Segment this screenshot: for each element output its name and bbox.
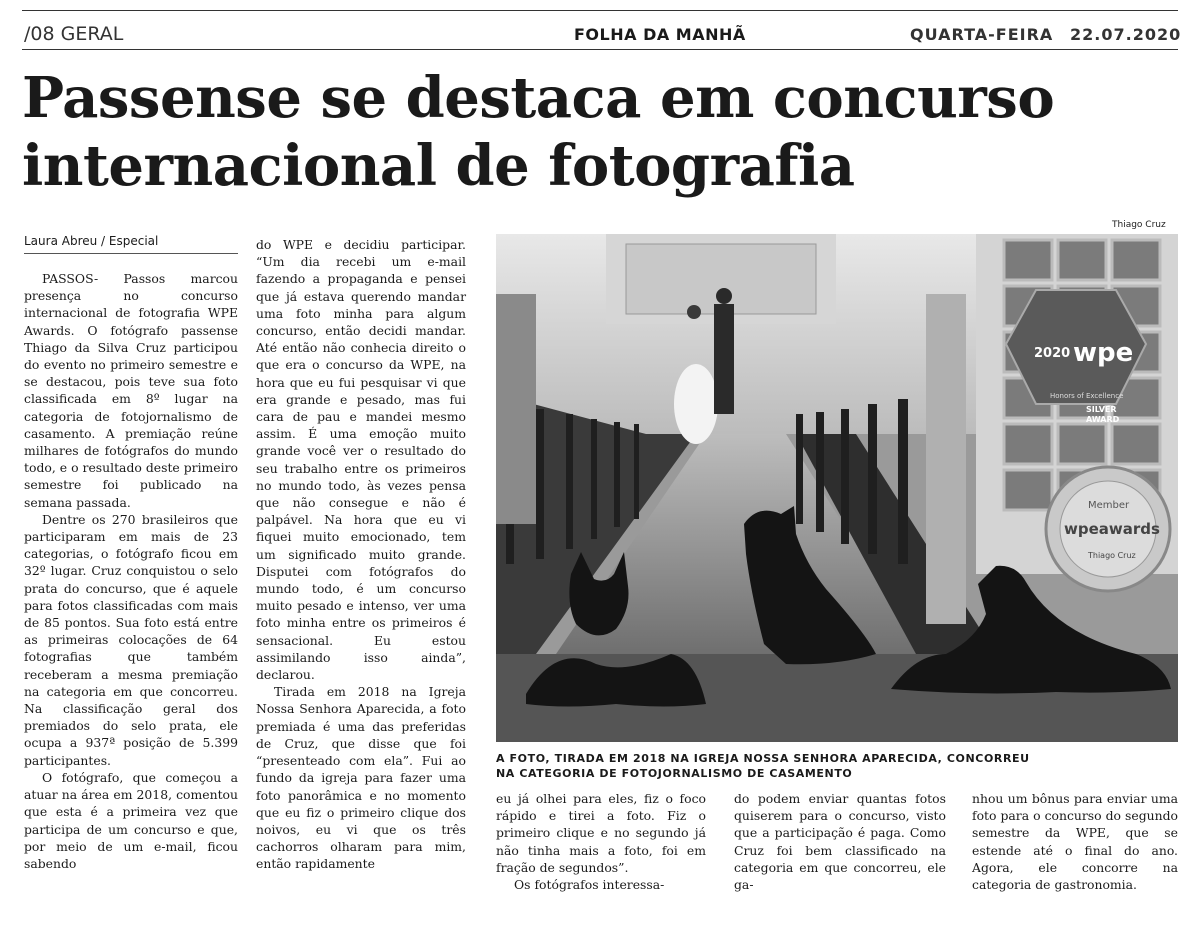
- photo-credit: Thiago Cruz: [1112, 220, 1166, 230]
- badge-honors: Honors of Excellence: [1050, 392, 1124, 400]
- seal-member: Member: [1088, 500, 1130, 511]
- headline-line-1: Passense se destaca em concurso: [22, 65, 1055, 131]
- headline: [22, 64, 1182, 200]
- seal-brand: wpeawards: [1064, 520, 1160, 538]
- article-column-5: [972, 790, 1178, 893]
- weekday: QUARTA-FEIRA: [910, 25, 1054, 44]
- caption-line-2: NA CATEGORIA DE FOTOJORNALISMO DE CASAMENTO: [496, 767, 853, 780]
- badge-year: 2020: [1034, 346, 1071, 361]
- caption-line-1: A FOTO, TIRADA EM 2018 NA IGREJA NOSSA SENHORA APARECIDA, CONCORREU: [496, 752, 1030, 765]
- page-header: [22, 10, 1182, 50]
- paragraph: PASSOS- Passos marcou presença no concurso internacional de fotografia WPE Awards. O fotógrafo passense Thiago da Silva Cruz participou do evento no primeiro semestre e se destacou, pois teve sua foto classificada em 8º lugar na categoria de fotojornalismo de casamento. A premiação reúne milhares de fotógrafos do mundo todo, e o resultado deste primeiro semestre foi publicado na semana passada.: [24, 271, 238, 510]
- photo-caption: [496, 751, 1178, 781]
- paragraph: eu já olhei para eles, fiz o foco rápido e tirei a foto. Fiz o primeiro clique e no segundo já não tinha mais a foto, foi em fração de segundos”.: [496, 791, 706, 875]
- paragraph: Dentre os 270 brasileiros que participaram em mais de 23 categorias, o fotógrafo ficou em 32º lugar. Cruz conquistou o selo prata do concurso, que é aquele para fotos classificadas com mais de 85 pontos. Sua foto está entre as primeiras colocações de 64 fotografias que também receberam a mesma premiação na categoria em que concorreu. Na classificação geral dos premiados do selo prata, ele ocupa a 937ª posição de 5.399 participantes.: [24, 511, 238, 768]
- paragraph: do podem enviar quantas fotos quiserem para o concurso, visto que a participação é paga. Como Cruz foi bem classificado na categoria em que concorreu, ele ga-: [734, 791, 946, 893]
- badge-award-1: SILVER: [1086, 405, 1117, 414]
- badge-award-2: AWARD: [1086, 415, 1120, 424]
- seal-name: Thiago Cruz: [1088, 551, 1136, 560]
- article-column-3: [496, 790, 706, 893]
- wpe-member-seal: [1046, 467, 1170, 591]
- byline: Laura Abreu / Especial: [24, 234, 238, 254]
- article-column-4: [734, 790, 946, 893]
- paragraph: do WPE e decidiu participar. “Um dia recebi um e-mail fazendo a propaganda e pensei que já estava querendo mandar uma foto minha para algum concurso, então decidi mandar. Até então não conhecia direito o que era o concurso da WPE, na hora que eu fui pesquisar vi que era grande e pesado, mas fui cara de pau e mandei mesmo assim. É uma emoção muito grande você ver o resultado do seu trabalho entre os primeiros no mundo todo, às vezes pensa que não consegue e não é palpável. Na hora que eu vi fiquei muito emocionado, tem um significado muito grande. Disputei com fotógrafos do mundo todo, é um concurso muito pesado e intenso, ver uma foto minha entre os primeiros é sensacional. Eu estou assimilando isso ainda”, declarou.: [256, 237, 466, 683]
- badge-brand: wpe: [1073, 338, 1134, 368]
- section-label: /08 GERAL: [24, 23, 124, 45]
- paragraph: Os fotógrafos interessa-: [514, 877, 665, 893]
- headline-line-2: internacional de fotografia: [22, 133, 855, 199]
- paragraph: O fotógrafo, que começou a atuar na área em 2018, comentou que esta é a primeira vez que participa de um concurso e que, por meio de um e-mail, ficou sabendo: [24, 769, 238, 871]
- newspaper-name: FOLHA DA MANHÃ: [574, 25, 746, 44]
- article-column-2: [256, 236, 466, 873]
- church-wedding-photo: [496, 234, 1178, 742]
- article-column-1: [24, 270, 238, 872]
- paragraph: nhou um bônus para enviar uma foto para o concurso do segundo semestre da WPE, que se estende até o final do ano. Agora, ele concorre na categoria de gastronomia.: [972, 791, 1178, 893]
- article-photo: [496, 234, 1178, 742]
- issue-date: 22.07.2020: [1070, 25, 1182, 44]
- paragraph: Tirada em 2018 na Igreja Nossa Senhora Aparecida, a foto premiada é uma das preferidas de Cruz, que disse que foi “presenteado com ela”. Fui ao fundo da igreja para fazer uma foto panorâmica e no momento que eu fiz o primeiro clique dos noivos, eu vi que os três cachorros olharam para mim, então rapidamente: [256, 684, 466, 872]
